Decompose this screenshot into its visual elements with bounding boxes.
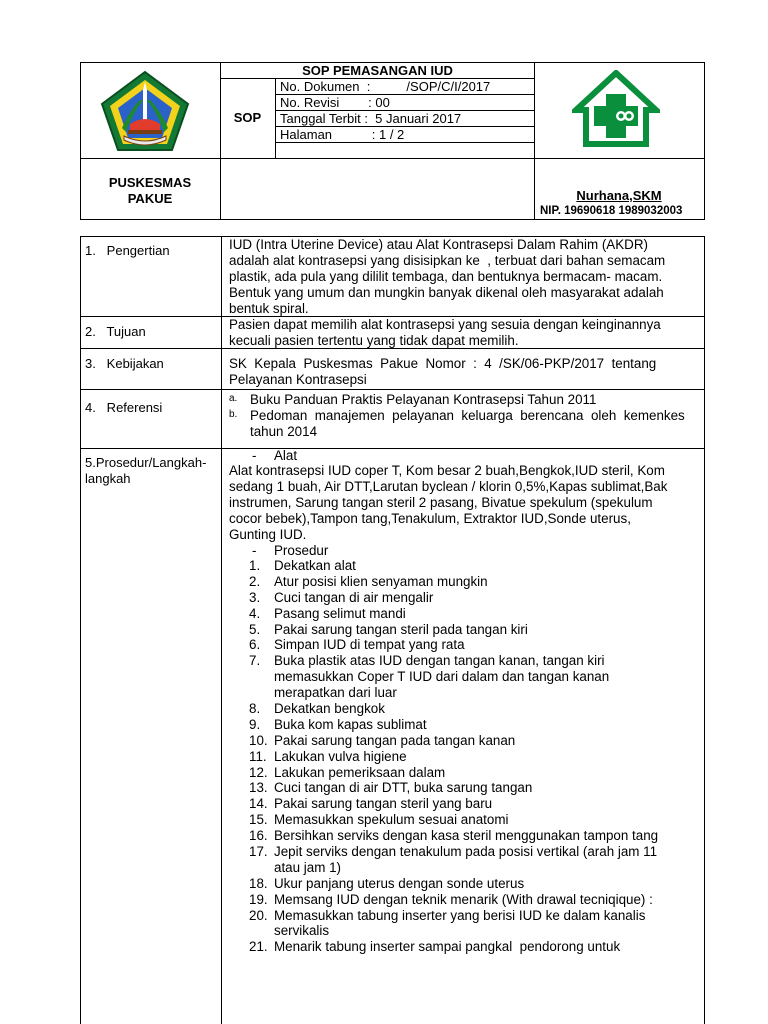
reference-text: tahun 2014 <box>250 424 318 439</box>
step-text: Cuci tangan di air DTT, buka sarung tangan <box>274 780 533 796</box>
step-text: servikalis <box>274 923 330 939</box>
reference-item-continuation <box>229 424 699 440</box>
step-number: 2. <box>249 573 261 589</box>
step-text: Memasukkan spekulum sesuai anatomi <box>274 812 509 828</box>
step-text: Pakai sarung tangan pada tangan kanan <box>274 732 516 748</box>
step-text: merapatkan dari luar <box>274 685 397 701</box>
signer-name: Nurhana,SKM <box>576 188 662 203</box>
puskesmas-logo <box>572 70 660 148</box>
step-text: Memasukkan tabung inserter yang berisi IUD ke dalam kanalis <box>274 907 646 923</box>
alat-heading-text: Alat <box>274 448 298 463</box>
reference-item <box>229 392 699 408</box>
org-name-line2: PAKUE <box>127 191 173 206</box>
step-number: 4. <box>249 605 261 621</box>
section-label-pengertian: 1. Pengertian <box>85 243 170 258</box>
procedure-step <box>249 780 724 796</box>
reference-text: Buku Panduan Praktis Pelayanan Kontrasepsi Tahun 2011 <box>250 392 597 407</box>
text-line: Gunting IUD. <box>229 527 307 542</box>
procedure-step-continuation <box>249 685 724 701</box>
sop-title: SOP PEMASANGAN IUD <box>302 63 453 78</box>
step-text: Dekatkan bengkok <box>274 701 385 717</box>
step-number: 3. <box>249 589 261 605</box>
procedure-step <box>249 892 724 908</box>
step-text: Memsang IUD dengan teknik menarik (With drawal tecniqique) : <box>274 891 653 907</box>
alat-heading <box>229 449 704 463</box>
procedure-step <box>249 765 724 781</box>
step-number: 12. <box>249 764 268 780</box>
step-number: 16. <box>249 828 268 844</box>
text-line: IUD (Intra Uterine Device) atau Alat Kontrasepsi Dalam Rahim (AKDR) <box>229 237 648 252</box>
issue-date: Tanggal Terbit : 5 Januari 2017 <box>280 111 462 126</box>
step-number: 15. <box>249 812 268 828</box>
step-number: 10. <box>249 732 268 748</box>
text-line: Pelayanan Kontrasepsi <box>229 372 367 387</box>
text-line: bentuk spiral. <box>229 301 309 316</box>
step-number: 1. <box>249 558 261 573</box>
step-text: memasukkan Coper T IUD dari dalam dan tangan kanan <box>274 669 610 685</box>
text-line: kecuali pasien tertentu yang tidak dapat memilih. <box>229 333 519 348</box>
step-number: 13. <box>249 780 268 796</box>
step-number: 5. <box>249 621 261 637</box>
step-number: 8. <box>249 701 261 717</box>
government-emblem-logo <box>100 70 190 152</box>
text-line: Pasien dapat memilih alat kontrasepsi yang sesuia dengan keinginannya <box>229 317 661 332</box>
procedure-step <box>249 749 724 765</box>
section-content-pengertian <box>229 237 704 317</box>
section-label-tujuan: 2. Tujuan <box>85 324 146 339</box>
prosedur-heading-text: Prosedur <box>274 543 329 558</box>
step-number: 19. <box>249 891 268 907</box>
step-text: Buka kom kapas sublimat <box>274 716 427 732</box>
step-text: Pakai sarung tangan steril pada tangan kiri <box>274 621 528 637</box>
text-line: cocor bebek),Tampon tang,Tenakulum, Extraktor IUD,Sonde uterus, <box>229 511 631 526</box>
procedure-step-continuation <box>249 669 724 685</box>
step-number: 17. <box>249 844 268 860</box>
text-line: Bentuk yang umum dan mungkin banyak dikenal oleh masyarakat adalah <box>229 285 664 300</box>
step-text: Lakukan pemeriksaan dalam <box>274 764 446 780</box>
step-text: Pakai sarung tangan steril yang baru <box>274 796 493 812</box>
procedure-step <box>249 796 724 812</box>
step-number: 7. <box>249 653 261 669</box>
section-content-tujuan <box>229 317 704 349</box>
bullet-dash: - <box>252 448 257 463</box>
reference-marker: a. <box>229 393 238 404</box>
step-number: 9. <box>249 716 261 732</box>
procedure-step <box>249 590 724 606</box>
text-line: SK Kepala Puskesmas Pakue Nomor : 4 /SK/06-PKP/2017 tentang <box>229 356 657 371</box>
procedure-step-continuation <box>249 923 724 939</box>
procedure-steps-list <box>249 558 724 955</box>
step-text: Atur posisi klien senyaman mungkin <box>274 573 488 589</box>
text-line: Alat kontrasepsi IUD coper T, Kom besar 2 buah,Bengkok,IUD steril, Kom <box>229 463 665 478</box>
step-number: 18. <box>249 875 268 891</box>
reference-marker: b. <box>229 409 238 420</box>
procedure-step <box>249 558 724 574</box>
section-label-prosedur <box>85 455 206 487</box>
step-text: Menarik tabung inserter sampai pangkal pendorong untuk <box>274 939 621 955</box>
section-content-kebijakan <box>229 356 699 388</box>
procedure-step <box>249 812 724 828</box>
procedure-step <box>249 574 724 590</box>
step-number: 21. <box>249 939 268 955</box>
step-text: Ukur panjang uterus dengan sonde uterus <box>274 875 525 891</box>
text-line: adalah alat kontrasepsi yang disisipkan ke , terbuat dari bahan semacam <box>229 253 666 268</box>
procedure-step <box>249 876 724 892</box>
section-content-referensi <box>229 392 699 440</box>
text-line: instrumen, Sarung tangan steril 2 pasang, Bivatue spekulum (spekulum <box>229 495 653 510</box>
reference-item <box>229 408 699 424</box>
section-content-prosedur <box>229 449 704 955</box>
bullet-dash: - <box>252 543 257 558</box>
reference-text: Pedoman manajemen pelayanan keluarga berencana oleh kemenkes <box>250 408 685 423</box>
step-text: atau jam 1) <box>274 859 341 875</box>
section-label-kebijakan: 3. Kebijakan <box>85 356 164 371</box>
prosedur-heading <box>229 543 704 558</box>
procedure-step <box>249 828 724 844</box>
org-name-line1: PUSKESMAS <box>108 175 192 190</box>
procedure-step <box>249 701 724 717</box>
section-label-referensi: 4. Referensi <box>85 400 163 415</box>
signer-nip: NIP. 19690618 1989032003 <box>540 205 683 217</box>
step-text: Simpan IUD di tempat yang rata <box>274 637 465 653</box>
procedure-step <box>249 606 724 622</box>
step-text: Lakukan vulva higiene <box>274 748 407 764</box>
step-number: 14. <box>249 796 268 812</box>
step-text: Dekatkan alat <box>274 558 356 573</box>
procedure-step <box>249 653 724 669</box>
revision-number: No. Revisi : 00 <box>280 95 390 110</box>
step-number: 6. <box>249 637 261 653</box>
text-line: plastik, ada pula yang dililit tembaga, dan bentuknya bermacam- macam. <box>229 269 663 284</box>
document-number: No. Dokumen : /SOP/C/I/2017 <box>280 79 491 94</box>
step-text: Cuci tangan di air mengalir <box>274 589 434 605</box>
text-line: sedang 1 buah, Air DTT,Larutan byclean / klorin 0,5%,Kapas sublimat,Bak <box>229 479 668 494</box>
procedure-step <box>249 939 724 955</box>
sop-label: SOP <box>233 110 262 125</box>
step-text: Buka plastik atas IUD dengan tangan kanan, tangan kiri <box>274 653 605 669</box>
procedure-step <box>249 717 724 733</box>
procedure-step <box>249 733 724 749</box>
step-number: 20. <box>249 907 268 923</box>
step-text: Pasang selimut mandi <box>274 605 406 621</box>
procedure-step <box>249 637 724 653</box>
step-number: 11. <box>249 748 267 764</box>
step-text: Jepit serviks dengan tenakulum pada posisi vertikal (arah jam 11 <box>274 844 658 860</box>
alat-description <box>229 463 704 543</box>
procedure-step <box>249 908 724 924</box>
section-label-line: langkah <box>85 471 131 486</box>
procedure-step <box>249 622 724 638</box>
procedure-step-continuation <box>249 860 724 876</box>
procedure-step <box>249 844 724 860</box>
step-text: Bersihkan serviks dengan kasa steril menggunakan tampon tang <box>274 828 659 844</box>
page-number: Halaman : 1 / 2 <box>280 127 405 142</box>
section-label-line: 5.Prosedur/Langkah- <box>85 455 207 470</box>
